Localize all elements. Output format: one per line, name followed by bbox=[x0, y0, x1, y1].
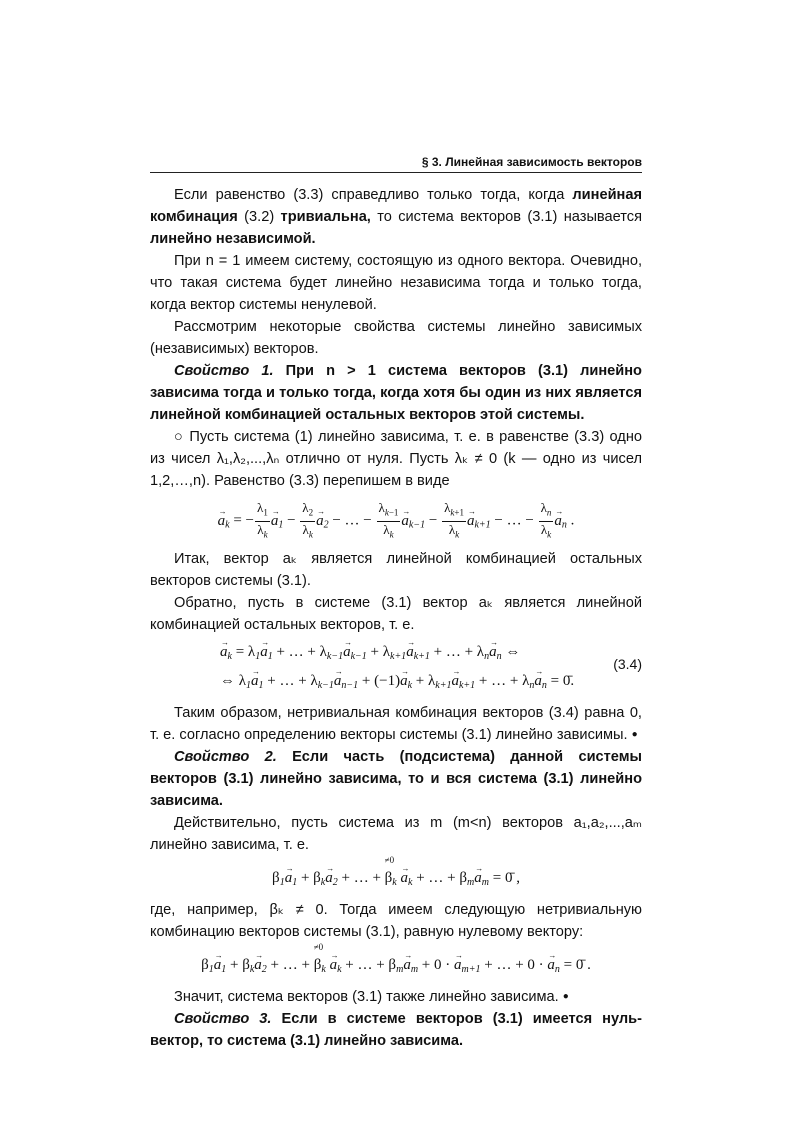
end-of-proof-icon: ● bbox=[562, 991, 569, 1003]
term-linear-combination: линейная комбинация bbox=[150, 187, 642, 225]
running-head: § 3. Линейная зависимость векторов bbox=[421, 155, 642, 169]
formula-beta-full: $\beta_1\to a_1 + \beta_k\to a_2$ + … + ≠0 $\beta_k \to a_k$ + … + $\beta_m\to a_m + 0$ · → $a_{m+1}$ + … + 0 · → $a_n$ = 0̄ . bbox=[150, 953, 642, 982]
property-1-text: При n > 1 система векторов (3.1) линейно зависима тогда и только тогда, когда хотя бы один из них является линейной комбинацией остальных векторов этой системы. bbox=[150, 363, 642, 423]
property-2 bbox=[150, 746, 642, 812]
paragraph-gde: где, например, βₖ ≠ 0. Тогда имеем следующую нетривиальную комбинацию векторов системы (3.1), равную нулевому вектору: bbox=[150, 902, 642, 941]
text: (3.2) bbox=[237, 209, 281, 225]
equation-number: (3.4) bbox=[613, 656, 642, 673]
property-3-label: Свойство 3. bbox=[174, 1011, 272, 1028]
formula-ak-expansion: → $a_k$ = − $\frac{\lambda_1}{\lambda_k}$ → $a_1$ − $\frac{\lambda_2}{\lambda_k}$ → $a_2$ − … − $\frac{\lambda_{k-1}}{\lambda_k}$ → $a_{k-1}$ − $\frac{\lambda_{k+1}}{\lambda_k}$ → $a_{k+1}$ − … − $\frac{\lambda_n}{\lambda_k}$ → $a_n$ . bbox=[150, 500, 642, 542]
property-1-label: Свойство 1. bbox=[174, 363, 274, 379]
paragraph-n-equals-1: При n = 1 имеем систему, состоящую из одного вектора. Очевидно, что такая система будет линейно независима тогда и только тогда, когда вектор системы ненулевой. bbox=[150, 253, 642, 313]
term-linearly-independent: линейно независимой. bbox=[150, 231, 316, 247]
page-body bbox=[150, 184, 642, 1052]
nonzero-mark: ≠0 bbox=[384, 855, 395, 866]
paragraph-consider-properties: Рассмотрим некоторые свойства системы линейно зависимых (независимых) векторов. bbox=[150, 319, 642, 357]
property-3-text: Если в системе векторов (3.1) имеется нуль-вектор, то система (3.1) линейно зависима. bbox=[150, 1011, 642, 1050]
paragraph-deistvitelno: Действительно, пусть система из m (m<n) векторов a₁,a₂,...,aₘ линейно зависима, т. е. bbox=[150, 815, 642, 854]
proof-1-intro: ○ Пусть система (1) линейно зависима, т. е. в равенстве (3.3) одно из чисел λ₁,λ₂,...,λₙ отлично от нуля. Пусть λₖ ≠ 0 (k — одно из чисел 1,2,…,n). Равенство (3.3) перепишем в виде bbox=[150, 429, 642, 489]
paragraph-takim bbox=[150, 702, 642, 746]
text: Таким образом, нетривиальная комбинация векторов (3.4) равна 0, т. е. согласно определению векторы системы (3.1) линейно зависимы. bbox=[150, 705, 642, 744]
property-2-label: Свойство 2. bbox=[174, 749, 277, 766]
nonzero-mark: ≠0 bbox=[313, 942, 324, 953]
end-of-proof-icon: ● bbox=[631, 729, 638, 741]
property-1 bbox=[150, 360, 642, 426]
paragraph-definition bbox=[150, 184, 642, 250]
text: Значит, система векторов (3.1) также линейно зависима. bbox=[174, 989, 559, 1006]
header-rule bbox=[150, 172, 642, 173]
property-2-text: Если часть (подсистема) данной системы векторов (3.1) линейно зависима, то и вся система (3.1) линейно зависима. bbox=[150, 749, 642, 810]
paragraph-znachit bbox=[150, 986, 642, 1008]
paragraph-obratno: Обратно, пусть в системе (3.1) вектор aₖ является линейной комбинацией остальных векторов, т. е. bbox=[150, 595, 642, 634]
text: Если равенство (3.3) справедливо только тогда, когда bbox=[174, 187, 573, 203]
term-trivial: тривиальна, bbox=[280, 209, 371, 225]
formula-beta-subsystem: $\beta_1\to a_1 + \beta_k\to a_2$ + … + ≠0 $\beta_k \to a_k$ + … + $\beta_m\to a_m$ = 0̄ , bbox=[150, 866, 642, 895]
property-3 bbox=[150, 1008, 642, 1052]
formula-3-4: → $a_k = \lambda_1\to a_1$ + … + $\lambda_{k-1}\to a_{k-1} + \lambda_{k+1}\to a_{k+1}$ + … + $\lambda_n\to a_n$ ⇔ ⇔ $\lambda_1\to a_1$ + … + $\lambda_{k-1}\to a_{n-1} + (-1)\to a_k + \lambda_{k+1}\to a_{k+1}$ + … + $\lambda_n\to a_n$ = 0̄. (3.4) bbox=[150, 640, 642, 698]
text: то система векторов (3.1) называется bbox=[370, 209, 642, 225]
paragraph-itak: Итак, вектор aₖ является линейной комбинацией остальных векторов системы (3.1). bbox=[150, 551, 642, 590]
